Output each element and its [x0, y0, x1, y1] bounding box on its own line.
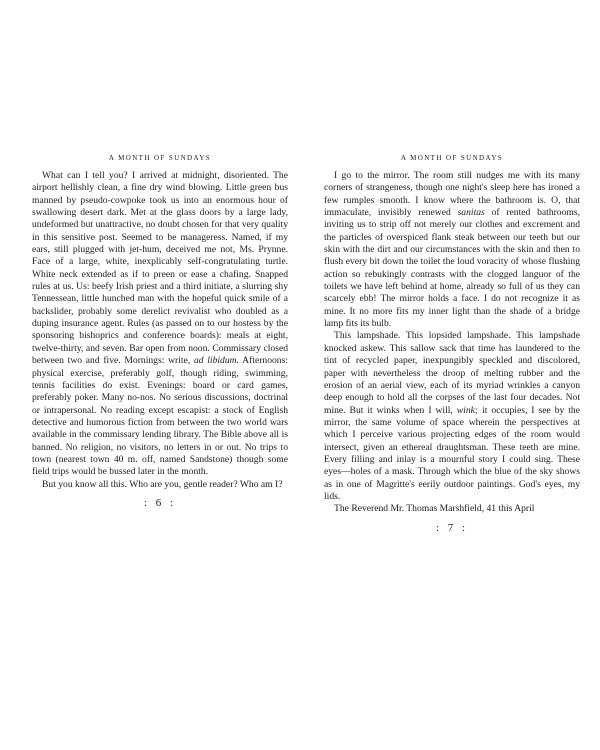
paragraph — [32, 479, 288, 491]
running-head: A MONTH OF SUNDAYS — [400, 154, 504, 162]
italic-text: sanitas — [457, 207, 485, 219]
italic-text: wink; — [456, 404, 479, 416]
text-run: I go to the mirror. The room still nudges me with its many corners of strangeness, though one night's sleep here has ironed a few rumples smooth. I know where the bathroom is. O, that immaculate, invisibly renewed — [324, 170, 580, 219]
right-page — [324, 152, 580, 572]
paragraph — [32, 170, 288, 479]
text-run: of rented bathrooms, inviting us to strip off not merely our clothes and excrement and the particles of overspiced flank steak between our teeth but our skin with the dirt and our circumstances with the skin and then to flush every bit down the toilet the loud voracity of whose flushing action so rebukingly contrasts with the clogged languor of the toilets we have left behind at home, already so full of us they can scarcely ebb! The mirror holds a face. I do not recognize it as mine. It no more fits my inner light than the shade of a bridge lamp fits its bulb. — [324, 207, 580, 330]
text-run: Afternoons: physical exercise, preferably golf, though riding, swimming, tennis facilities do exist. Evenings: board or card games, preferably poker. Many no-nos. No serious discussions, doctrinal or intrapersonal. No reading except escapist: a stock of English detective and humorous fiction from between the two world wars available in the commissary lending library. The Bible above all is banned. No religion, no visitors, no letters in or out. No trips to town (nearest town 40 m. off, named Sandstone) though some field trips would be bussed later in the month. — [32, 355, 288, 478]
paragraph — [324, 170, 580, 330]
text-run: What can I tell you? I arrived at midnight, disoriented. The airport hellishly clean, a fine dry wind blowing. Little green bus manned by pseudo-cowpoke took us into an enormous hour of swallowing desert dark. Met at the glass doors by a large lady, undeformed but unattractive, no doubt chosen for that very quality in this sensitive post. Seemed to be manageress. Named, if my ears, still plugged with jet-hum, deceived me not, Ms. Prynne. Face of a large, white, inexplicably self-congratulating turtle. White neck extended as if to preen or ease a chafing. Snapped rules at us. Us: beefy Irish priest and a third initiate, a slurring shy Tennessean, little hunched man with the hopeful quick smile of a backslider, probably some derelict revivalist who doubled as a duping insurance agent. Rules (as passed on to our hostess by the sponsoring bishoprics and conference boards): meals at eight, twelve-thirty, and seven. Bar open from noon. Commissary closed between two and five. Mornings: write, — [32, 170, 288, 367]
page-number: : 7 : — [435, 521, 469, 534]
paragraph — [324, 330, 580, 503]
page-number: : 6 : — [143, 496, 177, 509]
paragraph — [324, 503, 580, 515]
text-run: it occupies, I see by the mirror, the same volume of space wherein the perspectives at which I perceive various projecting edges of the room would intersect, given an ethereal draughtsman. These teeth are mine. Every filling and inlay is a mournful story I could sing. These eyes—holes of a mask. Through which the blue of the sky shows as in one of Magritte's eerily outdoor paintings. God's eyes, my lids. — [324, 404, 580, 502]
left-page — [32, 152, 288, 572]
body-text — [324, 170, 580, 516]
text-run: But you know all this. Who are you, gentle reader? Who am I? — [42, 478, 283, 490]
italic-text: ad libidum. — [193, 355, 239, 367]
text-run: The Reverend Mr. Thomas Marshfield, 41 this April — [334, 503, 535, 515]
body-text — [32, 170, 288, 491]
text-run: This lampshade. This lopsided lampshade. This lampshade knocked askew. This sallow sack that time has laundered to the tint of recycled paper, inexpungibly speckled and discolored, paper with nevertheless the droop of melting rubber and the erosion of an aerial view, each of its myriad wrinkles a canyon deep enough to hold all the corpses of the last four decades. Not mine. But it winks when I will, — [324, 330, 580, 416]
running-head: A MONTH OF SUNDAYS — [108, 154, 212, 162]
